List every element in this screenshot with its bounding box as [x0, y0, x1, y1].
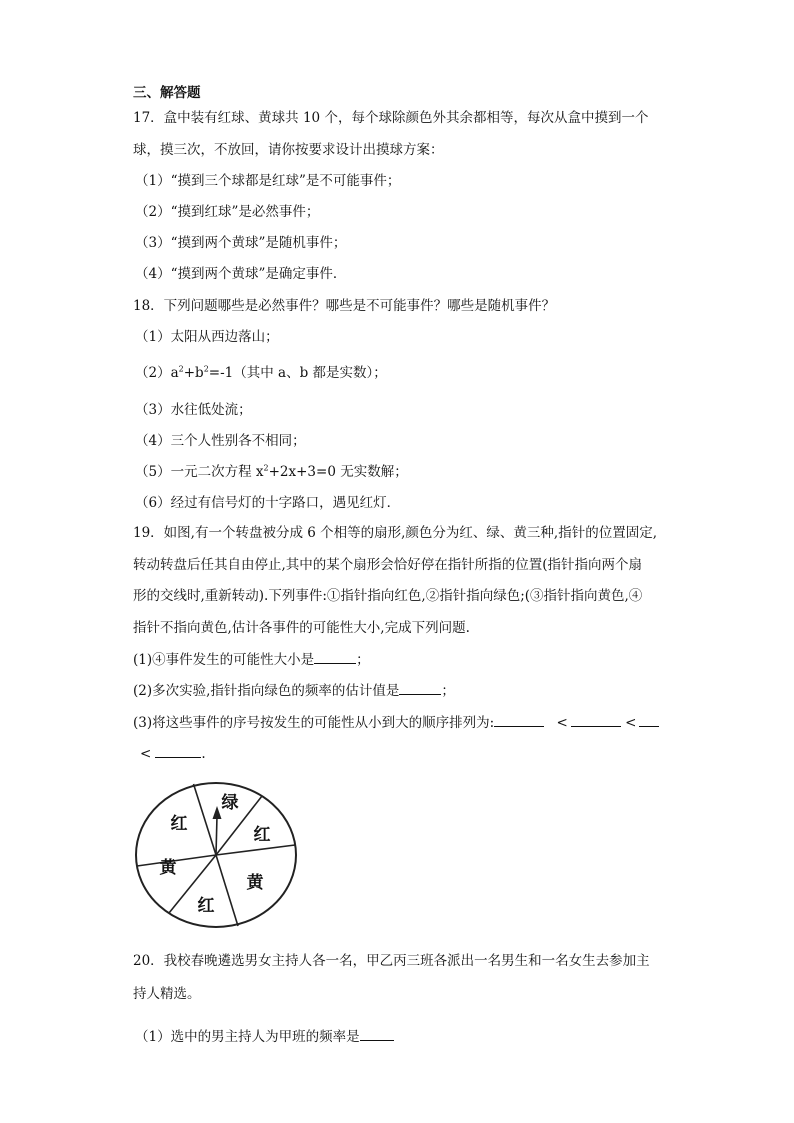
answer-blank[interactable]	[639, 713, 659, 727]
q18-item-1: （1）太阳从西边落山；	[135, 329, 279, 345]
answer-blank[interactable]	[494, 713, 544, 727]
q17-item-2: （2）“摸到红球”是必然事件；	[135, 204, 320, 220]
answer-blank[interactable]	[155, 744, 201, 758]
q18-item-6: （6）经过有信号灯的十字路口，遇见红灯．	[135, 495, 401, 511]
q19-stem-line4: 指针不指向黄色,估计各事件的可能性大小,完成下列问题.	[133, 620, 470, 636]
q18-item-3: （3）水往低处流；	[135, 402, 252, 418]
q19-part-1: (1)④事件发生的可能性大小是 ；	[133, 652, 370, 668]
sector-label-green: 绿	[221, 793, 239, 813]
q20-stem-line2: 持人精选。	[133, 986, 201, 1002]
q17-stem-line2: 球，摸三次，不放回，请你按要求设计出摸球方案：	[133, 142, 444, 158]
spinner-wheel	[133, 780, 299, 930]
wheel-divider	[216, 855, 238, 926]
q19-stem-line3: 形的交线时,重新转动).下列事件:①指针指向红色,②指针指向绿色;(③指针指向黄色,④	[133, 588, 643, 604]
sector-label-red: 红	[253, 825, 271, 845]
q17-item-1: （1）“摸到三个球都是红球”是不可能事件；	[135, 173, 401, 189]
q18-stem: 18．下列问题哪些是必然事件？哪些是不可能事件？哪些是随机事件？	[133, 298, 556, 314]
sector-label-red: 红	[170, 814, 188, 834]
q19-part-3-continued: < .	[140, 746, 206, 762]
q19-part-2: (2)多次实验,指针指向绿色的频率的估计值是 ；	[133, 683, 455, 699]
q17-item-3: （3）“摸到两个黄球”是随机事件；	[135, 235, 347, 251]
q18-item-4: （4）三个人性别各不相同；	[135, 433, 306, 449]
wheel-divider	[137, 855, 216, 866]
q17-stem-line1: 17．盒中装有红球、黄球共 10 个，每个球除颜色外其余都相等，每次从盒中摸到一个	[133, 110, 649, 126]
sector-label-yellow: 黄	[246, 873, 264, 893]
q19-stem-line1: 19．如图,有一个转盘被分成 6 个相等的扇形,颜色分为红、绿、黄三种,指针的位置固定,	[133, 525, 658, 541]
answer-blank[interactable]	[314, 650, 356, 664]
sector-label-yellow: 黄	[159, 858, 177, 878]
pointer-needle	[216, 816, 217, 855]
q20-stem-line1: 20．我校春晚遴选男女主持人各一名，甲乙丙三班各派出一名男生和一名女生去参加主	[133, 953, 650, 969]
q18-item-2: $(2)a^2+b^2=-1$（其中 a、b 都是实数）；	[135, 364, 387, 381]
wheel-divider	[216, 845, 295, 855]
q19-stem-line2: 转动转盘后任其自由停止,其中的某个扇形会恰好停在指针所指的位置(指针指向两个扇	[133, 557, 643, 573]
answer-blank[interactable]	[360, 1027, 394, 1041]
q17-item-4: （4）“摸到两个黄球”是确定事件．	[135, 266, 347, 282]
q20-part-1: （1）选中的男主持人为甲班的频率是	[135, 1027, 394, 1046]
answer-blank[interactable]	[571, 713, 621, 727]
sector-label-red: 红	[197, 896, 215, 916]
pointer-arrowhead	[213, 806, 222, 819]
wheel-divider	[194, 784, 217, 855]
section-title: 三、解答题	[133, 85, 201, 101]
q19-part-3: (3)将这些事件的序号按发生的可能性从小到大的顺序排列为: < <	[133, 713, 659, 732]
answer-blank[interactable]	[399, 681, 441, 695]
q18-item-5: （5）一元二次方程 $x^2+2x+3=0$ 无实数解；	[135, 463, 408, 480]
